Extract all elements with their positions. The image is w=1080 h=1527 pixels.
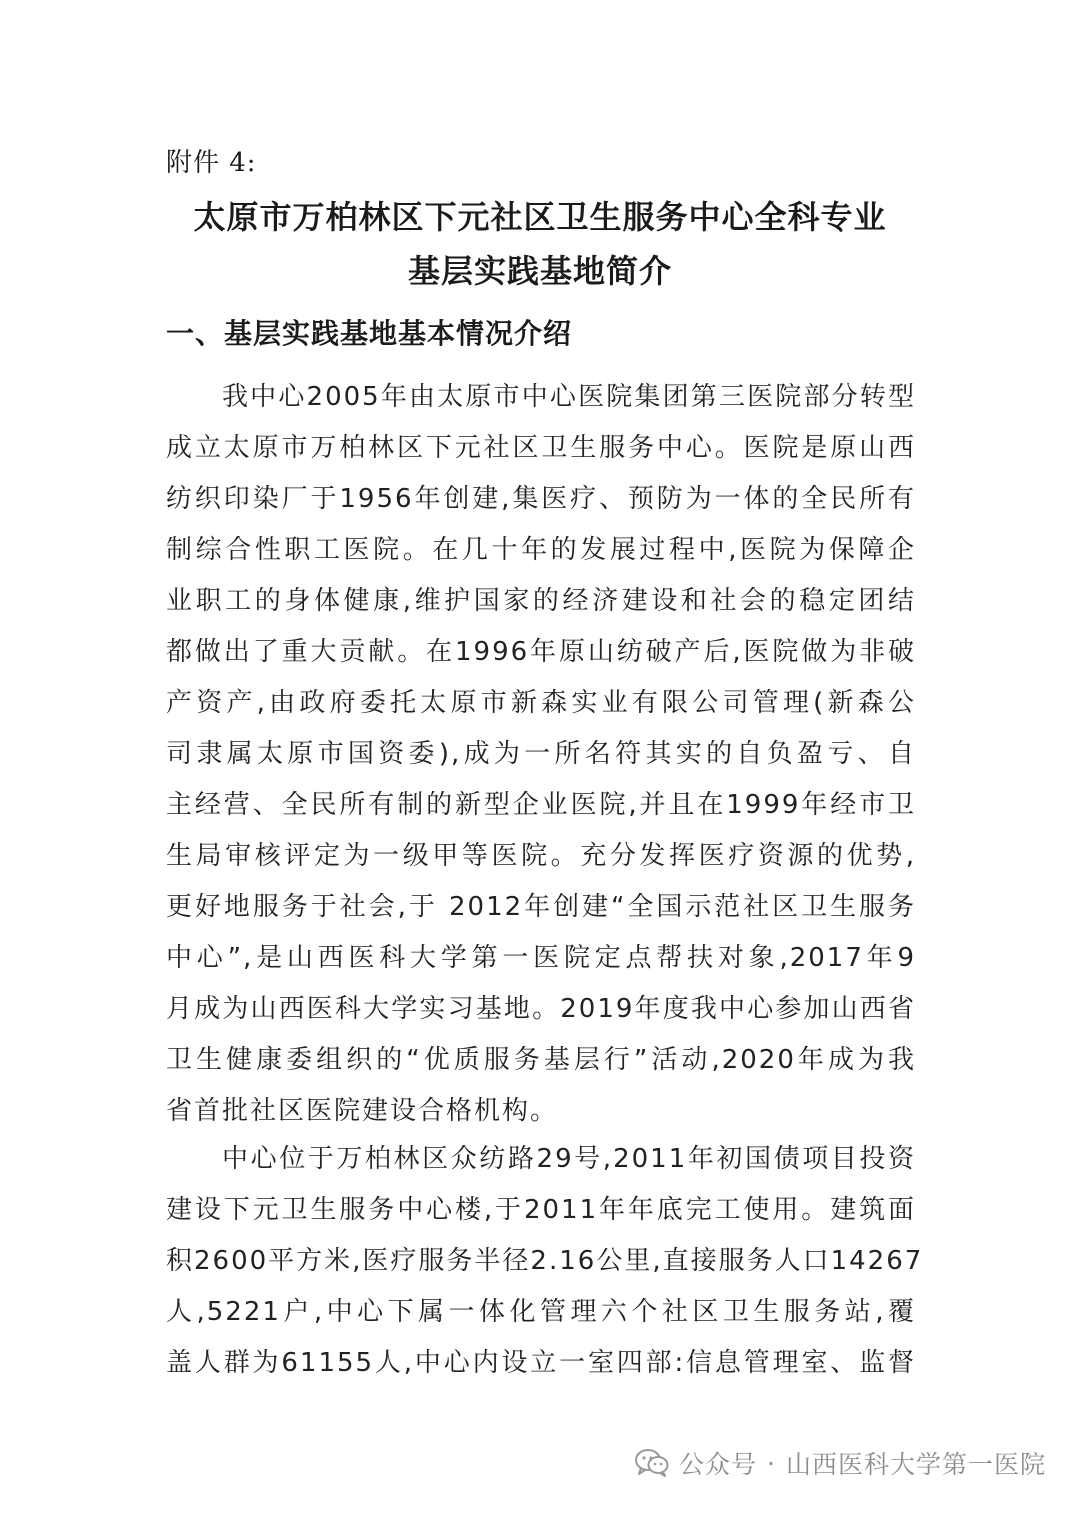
paragraph-line: 积2600平方米,医疗服务半径2.16公里,直接服务人口14267 bbox=[166, 1246, 924, 1276]
paragraph-line: 成立太原市万柏林区下元社区卫生服务中心。医院是原山西 bbox=[166, 433, 916, 463]
document-title-line2: 基层实践基地简介 bbox=[407, 252, 672, 290]
paragraph-line: 司隶属太原市国资委),成为一所名符其实的自负盈亏、自 bbox=[166, 739, 916, 769]
document-title-line1: 太原市万柏林区下元社区卫生服务中心全科专业 bbox=[193, 198, 887, 236]
paragraph-line: 我中心2005年由太原市中心医院集团第三医院部分转型 bbox=[222, 382, 916, 412]
paragraph-line: 中心位于万柏林区众纺路29号,2011年初国债项目投资 bbox=[222, 1144, 916, 1174]
wechat-icon bbox=[635, 1448, 669, 1478]
paragraph-line: 人,5221户,中心下属一体化管理六个社区卫生服务站,覆 bbox=[166, 1297, 916, 1327]
paragraph-line: 业职工的身体健康,维护国家的经济建设和社会的稳定团结 bbox=[166, 586, 916, 616]
attachment-label: 附件 4: bbox=[166, 148, 257, 178]
paragraph-line: 建设下元卫生服务中心楼,于2011年年底完工使用。建筑面 bbox=[166, 1195, 916, 1225]
paragraph-line: 卫生健康委组织的“优质服务基层行”活动,2020年成为我 bbox=[166, 1045, 916, 1075]
separator: · bbox=[767, 1448, 776, 1478]
account-type: 公众号 bbox=[679, 1450, 758, 1479]
paragraph-line: 月成为山西医科大学实习基地。2019年度我中心参加山西省 bbox=[166, 994, 916, 1024]
paragraph-line: 盖人群为61155人,中心内设立一室四部:信息管理室、监督 bbox=[166, 1348, 916, 1378]
section-heading: 一、基层实践基地基本情况介绍 bbox=[166, 317, 573, 350]
paragraph-line: 省首批社区医院建设合格机构。 bbox=[166, 1096, 559, 1126]
paragraph-line: 产资产,由政府委托太原市新森实业有限公司管理(新森公 bbox=[166, 688, 916, 718]
paragraph-1 bbox=[166, 372, 916, 1137]
paragraph-line: 生局审核评定为一级甲等医院。充分发挥医疗资源的优势, bbox=[166, 841, 916, 871]
wechat-watermark bbox=[635, 1445, 1046, 1481]
paragraph-line: 纺织印染厂于1956年创建,集医疗、预防为一体的全民所有 bbox=[166, 484, 916, 514]
paragraph-line: 主经营、全民所有制的新型企业医院,并且在1999年经市卫 bbox=[166, 790, 916, 820]
paragraph-line: 制综合性职工医院。在几十年的发展过程中,医院为保障企 bbox=[166, 535, 916, 565]
paragraph-line: 中心”,是山西医科大学第一医院定点帮扶对象,2017年9 bbox=[166, 943, 916, 973]
paragraph-line: 更好地服务于社会,于 2012年创建“全国示范社区卫生服务 bbox=[166, 892, 916, 922]
paragraph-2 bbox=[166, 1134, 924, 1389]
account-name: 山西医科大学第一医院 bbox=[785, 1450, 1046, 1479]
paragraph-line: 都做出了重大贡献。在1996年原山纺破产后,医院做为非破 bbox=[166, 637, 916, 667]
